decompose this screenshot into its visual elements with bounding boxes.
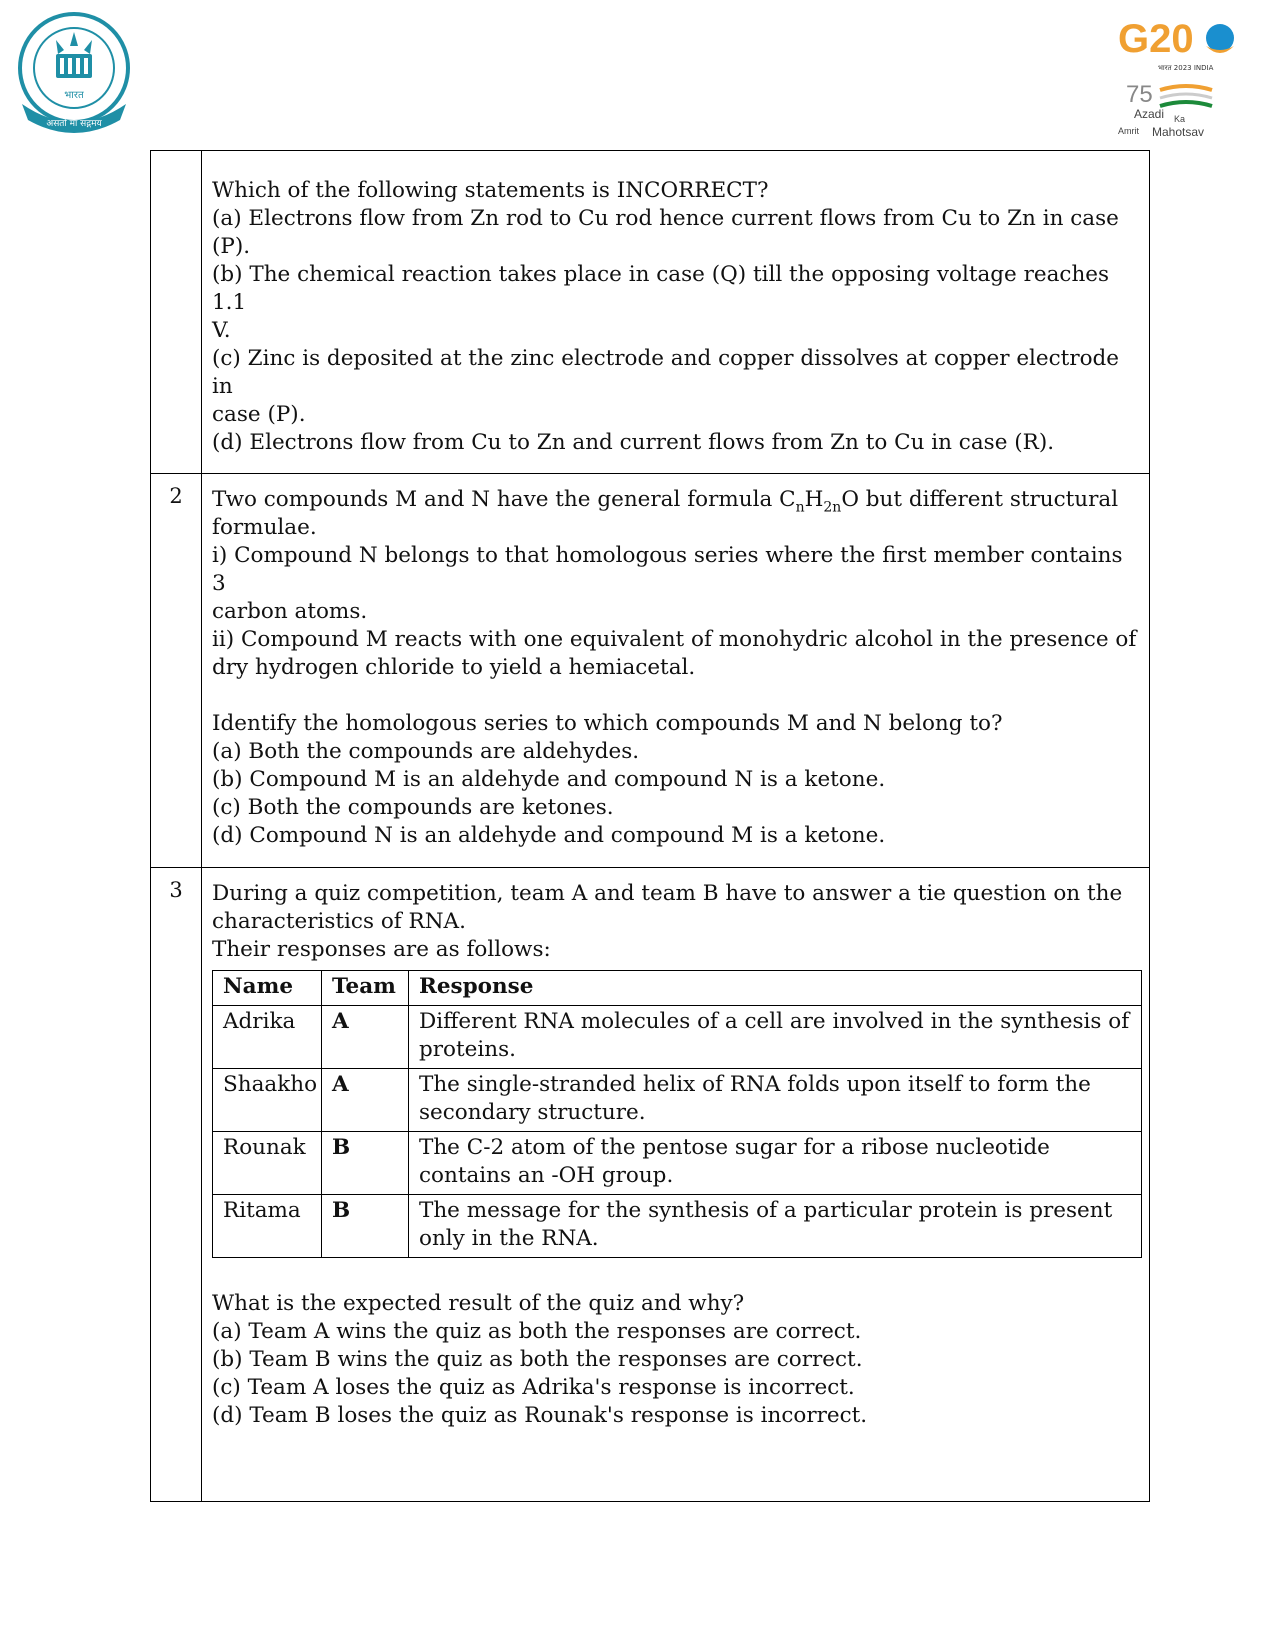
question-row-3 xyxy=(151,868,1150,1502)
responses-table xyxy=(212,970,1142,1258)
question-row-1 xyxy=(151,151,1150,474)
cell-team: B xyxy=(322,1132,409,1195)
column-header-name: Name xyxy=(213,971,322,1006)
svg-text:असतो मा सद्गमय: असतो मा सद्गमय xyxy=(46,119,102,129)
question-stem: Identify the homologous series to which compounds M and N belong to? xyxy=(212,711,1003,736)
question-text-line: Two compounds M and N have the general formula $C_nH_{2n}O$ but different structural xyxy=(212,487,1119,516)
cell-response: The single-stranded helix of RNA folds upon itself to form the secondary structure. xyxy=(409,1069,1142,1132)
option-d: (d) Compound N is an aldehyde and compound M is a ketone. xyxy=(212,823,886,848)
table-header-row xyxy=(213,971,1142,1006)
svg-text:G20: G20 xyxy=(1118,17,1194,61)
option-a: (a) Team A wins the quiz as both the responses are correct. xyxy=(212,1319,862,1344)
question-text-line: Their responses are as follows: xyxy=(212,937,551,962)
question-body xyxy=(202,474,1150,868)
question-text-line: carbon atoms. xyxy=(212,599,368,624)
svg-text:Azadi: Azadi xyxy=(1134,107,1165,121)
table-row xyxy=(213,1006,1142,1069)
question-number: 2 xyxy=(151,474,202,868)
question-text-line: dry hydrogen chloride to yield a hemiacetal. xyxy=(212,655,696,680)
question-number xyxy=(151,151,202,474)
svg-text:भारत: भारत xyxy=(64,90,84,101)
column-header-team: Team xyxy=(322,971,409,1006)
option-b-cont: V. xyxy=(212,318,231,343)
g20-azadi-logo xyxy=(1116,10,1242,140)
question-stem: Which of the following statements is INCORRECT? xyxy=(212,178,769,203)
option-c: (c) Team A loses the quiz as Adrika's response is incorrect. xyxy=(212,1375,855,1400)
question-text-line: characteristics of RNA. xyxy=(212,909,466,934)
question-table xyxy=(150,150,1150,1502)
cell-team: A xyxy=(322,1069,409,1132)
cell-name: Ritama xyxy=(213,1195,322,1258)
cell-name: Adrika xyxy=(213,1006,322,1069)
table-row xyxy=(213,1195,1142,1258)
cell-name: Rounak xyxy=(213,1132,322,1195)
cell-response: Different RNA molecules of a cell are involved in the synthesis of proteins. xyxy=(409,1006,1142,1069)
question-body xyxy=(202,151,1150,474)
question-stem: What is the expected result of the quiz and why? xyxy=(212,1291,745,1316)
cbse-logo xyxy=(12,12,136,136)
option-d: (d) Electrons flow from Cu to Zn and current flows from Zn to Cu in case (R). xyxy=(212,430,1055,455)
option-c-cont: case (P). xyxy=(212,402,306,427)
svg-text:Mahotsav: Mahotsav xyxy=(1152,125,1205,139)
spacer xyxy=(212,682,1139,710)
cell-team: B xyxy=(322,1195,409,1258)
option-b: (b) Compound M is an aldehyde and compound N is a ketone. xyxy=(212,767,886,792)
question-row-2 xyxy=(151,474,1150,868)
spacer xyxy=(212,1262,1139,1290)
option-b: (b) The chemical reaction takes place in case (Q) till the opposing voltage reaches 1.1 xyxy=(212,262,1110,315)
cell-name: Shaakho xyxy=(213,1069,322,1132)
svg-text:75: 75 xyxy=(1126,81,1153,108)
option-c: (c) Both the compounds are ketones. xyxy=(212,795,614,820)
table-row xyxy=(213,1069,1142,1132)
svg-text:भारत 2023 INDIA: भारत 2023 INDIA xyxy=(1158,64,1214,72)
column-header-response: Response xyxy=(409,971,1142,1006)
table-row xyxy=(213,1132,1142,1195)
option-a: (a) Electrons flow from Zn rod to Cu rod hence current flows from Cu to Zn in case (P). xyxy=(212,206,1119,259)
option-b: (b) Team B wins the quiz as both the responses are correct. xyxy=(212,1347,863,1372)
question-text-line: ii) Compound M reacts with one equivalent of monohydric alcohol in the presence of xyxy=(212,627,1137,652)
option-d: (d) Team B loses the quiz as Rounak's response is incorrect. xyxy=(212,1403,868,1428)
cell-team: A xyxy=(322,1006,409,1069)
cell-response: The C-2 atom of the pentose sugar for a ribose nucleotide contains an -OH group. xyxy=(409,1132,1142,1195)
question-number: 3 xyxy=(151,868,202,1502)
question-text-line: During a quiz competition, team A and team B have to answer a tie question on the xyxy=(212,881,1123,906)
cell-response: The message for the synthesis of a particular protein is present only in the RNA. xyxy=(409,1195,1142,1258)
option-c: (c) Zinc is deposited at the zinc electrode and copper dissolves at copper electrode in xyxy=(212,346,1120,399)
svg-text:Ka: Ka xyxy=(1174,114,1186,124)
question-text-line: formulae. xyxy=(212,515,317,540)
svg-text:Amrit: Amrit xyxy=(1118,126,1139,136)
question-body xyxy=(202,868,1150,1502)
question-text-line: i) Compound N belongs to that homologous series where the first member contains 3 xyxy=(212,543,1123,596)
option-a: (a) Both the compounds are aldehydes. xyxy=(212,739,640,764)
